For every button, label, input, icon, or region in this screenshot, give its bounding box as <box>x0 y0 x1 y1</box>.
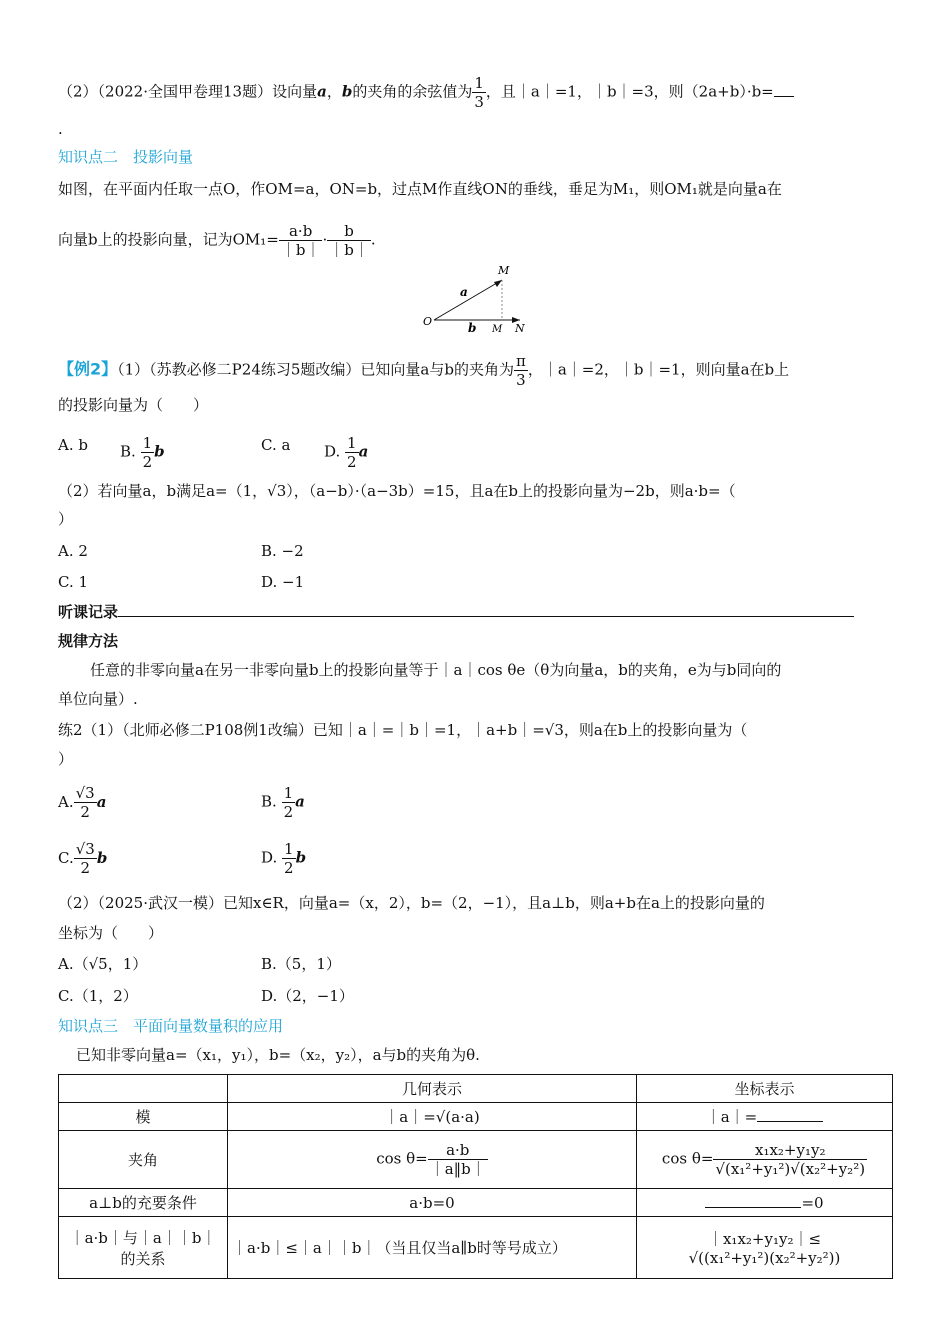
table-row-magnitude <box>59 1103 893 1131</box>
optD-post: a <box>358 442 369 461</box>
angle-coord-den: √(x₁²+y₁²)√(x₂²+y₂²) <box>715 1160 866 1178</box>
p2D-num: 1 <box>284 840 294 858</box>
row-perp-coord <box>637 1189 893 1217</box>
ex2-q2-opt-b[interactable]: B. −2 <box>261 542 304 560</box>
pi-num: π <box>515 352 526 370</box>
row-relation-coord <box>637 1217 893 1279</box>
frac-den: 3 <box>474 93 484 111</box>
p2A-frac <box>74 784 97 821</box>
ex2-q2-opt-d[interactable]: D. −1 <box>261 573 305 591</box>
k2-line1: 如图，在平面内任取一点O，作OM=a，ON=b，过点M作直线ON的垂线，垂足为M₁，则OM₁就是向量a在 <box>58 180 782 198</box>
method-title: 规律方法 <box>58 632 119 650</box>
ex2-opt-d[interactable] <box>324 434 368 471</box>
angle-geo-num: a·b <box>428 1141 488 1160</box>
optB-post: b <box>154 442 165 461</box>
p2D-den: 2 <box>284 859 294 877</box>
p2-opt-b[interactable] <box>261 784 305 821</box>
perp-blank[interactable] <box>705 1193 801 1208</box>
p2-q2: （2）（2025·武汉一模）已知x∈R，向量a=（x，2），b=（2，−1），且a⊥b，则a+b在a上的投影向量的 <box>58 894 765 912</box>
header-geometric: 几何表示 <box>228 1075 637 1103</box>
f2-num: b <box>327 222 371 241</box>
q2-dot: . <box>58 120 63 138</box>
answer-blank[interactable] <box>774 82 794 97</box>
dot-product-table <box>58 1074 893 1279</box>
p2-q2-opt-c[interactable]: C.（1，2） <box>58 987 138 1005</box>
label-M1: M <box>492 324 503 335</box>
optD-pre: D. <box>324 442 341 461</box>
k2-line2-text: 向量b上的投影向量，记为OM₁= <box>58 230 279 249</box>
fraction-pi-over-3 <box>514 352 528 389</box>
k3-intro: 已知非零向量a=（x₁，y₁），b=（x₂，y₂），a与b的夹角为θ. <box>76 1046 480 1064</box>
p2B-den: 2 <box>283 803 294 821</box>
ex2-q1-line2: 的投影向量为（ ） <box>58 396 209 414</box>
header-coordinate: 坐标表示 <box>637 1075 893 1103</box>
f1-den: ｜b｜ <box>280 241 321 259</box>
label-M: M <box>498 264 510 277</box>
p2-opt-d[interactable] <box>261 840 306 877</box>
frac-num: 1 <box>474 74 484 92</box>
fraction-one-third <box>472 74 486 111</box>
p2C-pre: C. <box>58 848 74 867</box>
method-line1: 任意的非零向量a在另一非零向量b上的投影向量等于｜a｜cos θe（θ为向量a，b的夹角，e为与b同向的 <box>90 661 782 679</box>
optB-num: 1 <box>142 434 153 452</box>
p2-opt-c[interactable] <box>58 840 108 877</box>
row-magnitude-geo: ｜a｜=√(a·a) <box>228 1103 637 1131</box>
p2-q2-opt-d[interactable]: D.（2，−1） <box>261 987 354 1005</box>
p2B-pre: B. <box>261 792 277 811</box>
p2-q1: 练2（1）（北师必修二P108例1改编）已知｜a｜=｜b｜=1，｜a+b｜=√3，则a在b上的投影向量为（ <box>58 721 748 739</box>
p2A-num: √3 <box>75 784 95 802</box>
q2-prefix: （2）（2022·全国甲卷理13题）设向量 <box>58 82 318 101</box>
row-angle-geo <box>228 1131 637 1189</box>
row-magnitude-coord <box>637 1103 893 1131</box>
perp-coord-text: =0 <box>801 1194 824 1212</box>
p2B-num: 1 <box>283 784 294 802</box>
ex2-opt-a[interactable]: A. b <box>58 436 88 454</box>
optB-den: 2 <box>142 453 153 471</box>
label-a: a <box>460 285 468 299</box>
k2-end: . <box>370 230 376 249</box>
vector-a-arrow <box>494 280 502 287</box>
ex2-q2-opt-a[interactable]: A. 2 <box>58 542 88 560</box>
ex2-q2-opt-c[interactable]: C. 1 <box>58 573 89 591</box>
p2C-post: b <box>96 848 108 867</box>
p2C-frac <box>74 840 97 877</box>
p2-opt-a[interactable] <box>58 784 107 821</box>
ex2-q1-text: （1）（苏教必修二P24练习5题改编）已知向量a与b的夹角为 <box>117 360 514 379</box>
optD-den: 2 <box>347 453 357 471</box>
ex2-q2-line2: ） <box>58 510 74 528</box>
notes-blank[interactable] <box>118 602 854 617</box>
fraction-b-over-b <box>327 222 371 259</box>
notes-label: 听课记录 <box>58 603 119 621</box>
optB-frac <box>141 434 155 471</box>
ex2-opt-b[interactable] <box>120 434 165 471</box>
vector-a-line <box>434 280 502 320</box>
p2D-pre: D. <box>261 848 278 867</box>
fraction-ab-over-b <box>279 222 323 259</box>
ex2-opt-c[interactable]: C. a <box>261 436 291 454</box>
ex2-q1-rest: ，｜a｜=2，｜b｜=1，则向量a在b上 <box>527 360 790 379</box>
magnitude-coord-text: ｜a｜= <box>705 1108 758 1126</box>
relation-label-2: 的关系 <box>120 1249 166 1268</box>
angle-geo-den: ｜a‖b｜ <box>429 1160 486 1178</box>
row-angle-coord <box>637 1131 893 1189</box>
angle-geo-frac <box>428 1141 488 1178</box>
label-b: b <box>468 321 477 335</box>
row-perp-geo: a·b=0 <box>228 1189 637 1217</box>
f1-num: a·b <box>279 222 323 241</box>
optB-pre: B. <box>120 442 136 461</box>
p2-q2-opts-cd <box>58 985 354 1007</box>
p2-q1-opts-cd <box>58 840 307 877</box>
row-angle-label: 夹角 <box>59 1131 228 1189</box>
question-2022: （2）（2022·全国甲卷理13题）设向量a，b的夹角的余弦值为 $\frac{1}{3}$ ，且｜a｜=1，｜b｜=3，则（2a+b）·b= <box>58 74 794 111</box>
angle-coord-frac <box>713 1141 867 1178</box>
angle-geo-pre: cos θ= <box>376 1149 428 1168</box>
label-O: O <box>423 315 433 328</box>
p2C-num: √3 <box>75 840 95 858</box>
label-N: N <box>515 322 525 335</box>
relation-label-1: ｜a·b｜与｜a｜｜b｜ <box>69 1228 217 1247</box>
table-row-perpendicular <box>59 1189 893 1217</box>
section-title-projection: 知识点二 投影向量 <box>58 148 194 166</box>
optD-num: 1 <box>347 434 357 452</box>
ex2-q1-options <box>58 434 369 471</box>
ex2-q1 <box>58 352 789 389</box>
row-perp-label: a⊥b的充要条件 <box>59 1189 228 1217</box>
magnitude-blank[interactable] <box>757 1107 823 1122</box>
method-line2: 单位向量）. <box>58 690 138 708</box>
row-relation-label <box>59 1217 228 1279</box>
p2B-frac <box>282 784 296 821</box>
row-magnitude-label: 模 <box>59 1103 228 1131</box>
notes-row <box>58 601 854 623</box>
p2D-post: b <box>295 848 307 867</box>
header-empty <box>59 1075 228 1103</box>
optD-frac <box>345 434 359 471</box>
angle-coord-num: x₁x₂+y₁y₂ <box>713 1141 867 1160</box>
projection-figure <box>420 262 540 338</box>
row-relation-geo: ｜a·b｜≤｜a｜｜b｜（当且仅当a∥b时等号成立） <box>228 1217 637 1279</box>
p2B-post: a <box>295 792 305 811</box>
relation-coord-2: √((x₁²+y₁²)(x₂²+y₂²)) <box>688 1249 841 1267</box>
p2-q2-opts-ab <box>58 953 341 975</box>
p2-q2-opt-b[interactable]: B.（5，1） <box>261 955 341 973</box>
ex2-q2: （2）若向量a，b满足a=（1，√3），（a−b）·（a−3b）=15，且a在b上的投影向量为−2b，则a·b=（ <box>58 482 736 500</box>
p2A-post: a <box>96 792 107 811</box>
ex2-tag: 【例2】 <box>58 359 118 379</box>
p2C-den: 2 <box>80 859 91 877</box>
table-row-relation <box>59 1217 893 1279</box>
section-title-applications: 知识点三 平面向量数量积的应用 <box>58 1017 284 1035</box>
ex2-q2-opts-ab <box>58 540 304 562</box>
p2-q1-opts-ab <box>58 784 305 821</box>
pi-den: 3 <box>516 371 526 389</box>
q2-cond: ，且｜a｜=1，｜b｜=3，则（2a+b）·b= <box>485 82 774 101</box>
k2-line2: 向量b上的投影向量，记为OM₁= $\frac{a\cdot b}{|b|}$ · $\frac{b}{|b|}$ . <box>58 222 376 259</box>
p2A-pre: A. <box>58 792 74 811</box>
p2-q2-line2: 坐标为（ ） <box>58 924 164 942</box>
q2-mid: 的夹角的余弦值为 <box>352 82 473 101</box>
ex2-q2-opts-cd <box>58 571 305 593</box>
p2-q1-line2: ） <box>58 750 74 768</box>
p2D-frac <box>282 840 296 877</box>
p2A-den: 2 <box>80 803 90 821</box>
table-row-angle <box>59 1131 893 1189</box>
relation-coord-1: ｜x₁x₂+y₁y₂｜≤ <box>707 1230 822 1248</box>
p2-q2-opt-a[interactable]: A.（√5，1） <box>58 955 148 973</box>
f2-den: ｜b｜ <box>329 241 369 259</box>
table-header-row <box>59 1075 893 1103</box>
angle-coord-pre: cos θ= <box>661 1149 714 1168</box>
